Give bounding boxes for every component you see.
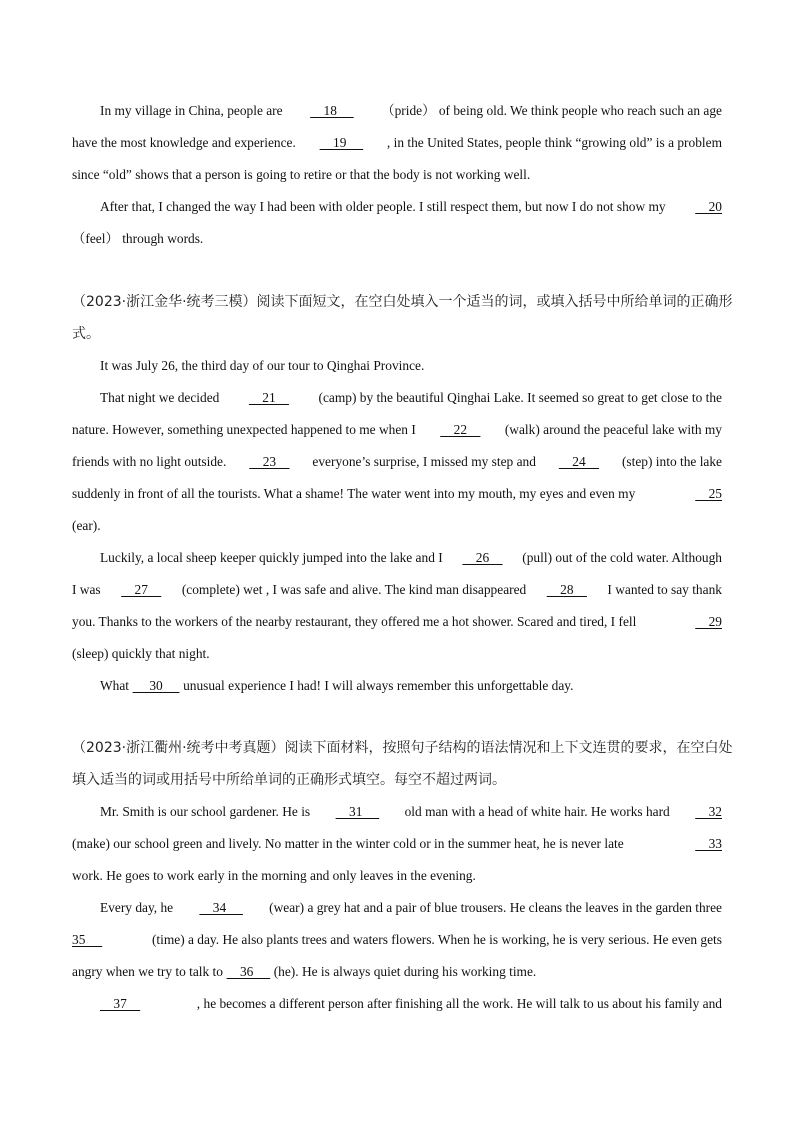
passage-line: [72, 229, 722, 249]
answer-blank: 21: [248, 390, 290, 405]
answer-blank: 20: [695, 199, 722, 214]
passage-line: [72, 866, 722, 886]
passage-text: nature. However, something unexpected happened to me when I: [72, 422, 416, 437]
passage-text: What: [100, 678, 129, 693]
passage-text: work. He goes to work early in the morning and only leaves in the evening.: [72, 868, 476, 883]
passage-text: I was: [72, 582, 101, 597]
passage-line: [72, 452, 722, 472]
section-instruction: （2023·浙江衢州·统考中考真题）阅读下面材料，按照句子结构的语法情况和上下文连贯的要求，在空白处: [72, 740, 733, 756]
passage-text: Every day, he: [100, 900, 174, 915]
section-instruction: （2023·浙江金华·统考三模）阅读下面短文，在空白处填入一个适当的词，或填入括号中所给单词的正确形: [72, 294, 733, 310]
passage-line: [100, 802, 722, 822]
answer-blank: 24: [558, 454, 600, 469]
passage-text: (pull) out of the cold water. Although: [522, 550, 722, 565]
passage-text: angry when we try to talk to: [72, 964, 223, 979]
passage-line: [72, 516, 722, 536]
passage-line: [72, 644, 722, 664]
passage-line: [100, 994, 722, 1014]
passage-text: After that, I changed the way I had been with older people. I still respect them, but now I do not show my: [100, 199, 666, 214]
answer-blank: 23: [249, 454, 290, 469]
answer-blank: 28: [546, 582, 587, 597]
passage-text: Mr. Smith is our school gardener. He is: [100, 804, 311, 819]
answer-blank: 22: [440, 422, 481, 437]
passage-text: (he). He is always quiet during his working time.: [273, 964, 537, 979]
answer-blank: 32: [695, 804, 722, 819]
passage-text: unusual experience I had! I will always remember this unforgettable day.: [183, 678, 574, 693]
answer-blank: 35: [72, 932, 103, 947]
answer-blank: 30: [132, 678, 180, 693]
section-instruction: 填入适当的词或用括号中所给单词的正确形式填空。每空不超过两词。: [72, 772, 506, 788]
passage-text: everyone’s surprise, I missed my step and: [312, 454, 536, 469]
section-instruction: 式。: [72, 326, 100, 342]
passage-line: [72, 484, 722, 504]
answer-blank: 25: [695, 486, 722, 501]
answer-blank: 36: [226, 964, 271, 979]
passage-text: you. Thanks to the workers of the nearby restaurant, they offered me a hot shower. Scared and tired, I fell: [72, 614, 637, 629]
passage-text: (complete) wet , I was safe and alive. The kind man disappeared: [181, 582, 527, 597]
passage-line: [100, 101, 722, 121]
passage-text: (walk) around the peaceful lake with my: [504, 422, 722, 437]
passage-text: since “old” shows that a person is going to retire or that the body is not working well.: [72, 167, 531, 182]
answer-blank: 34: [199, 900, 243, 915]
answer-blank: 18: [310, 103, 354, 118]
passage-text: I wanted to say thank: [607, 582, 722, 597]
answer-blank: 29: [695, 614, 722, 629]
passage-line: [72, 834, 722, 854]
answer-blank: 27: [121, 582, 162, 597]
passage-text: （feel） through words.: [72, 231, 204, 246]
passage-text: (wear) a grey hat and a pair of blue trousers. He cleans the leaves in the garden three: [269, 900, 722, 915]
answer-blank: 37: [100, 996, 141, 1011]
passage-text: , he becomes a different person after finishing all the work. He will talk to us about his family and: [196, 996, 722, 1011]
passage-text: That night we decided: [100, 390, 220, 405]
passage-text: , in the United States, people think “growing old” is a problem: [386, 135, 722, 150]
passage-line: [72, 612, 722, 632]
passage-text: friends with no light outside.: [72, 454, 227, 469]
passage-text: suddenly in front of all the tourists. What a shame! The water went into my mouth, my eyes and even my: [72, 486, 636, 501]
passage-line: [100, 898, 722, 918]
passage-line: [72, 580, 722, 600]
passage-line: [72, 165, 722, 185]
passage-line: [72, 420, 722, 440]
passage-line: [72, 133, 722, 153]
passage-line: [100, 548, 722, 568]
answer-blank: 26: [462, 550, 503, 565]
passage-text: (time) a day. He also plants trees and waters flowers. When he is working, he is very serious. He even gets: [151, 932, 722, 947]
passage-text: have the most knowledge and experience.: [72, 135, 296, 150]
passage-text: old man with a head of white hair. He works hard: [404, 804, 670, 819]
passage-text: (camp) by the beautiful Qinghai Lake. It seemed so great to get close to the: [318, 390, 722, 405]
answer-blank: 19: [319, 135, 364, 150]
passage-text: Luckily, a local sheep keeper quickly jumped into the lake and I: [100, 550, 443, 565]
answer-blank: 33: [695, 836, 722, 851]
passage-line: [72, 930, 722, 950]
passage-text: In my village in China, people are: [100, 103, 283, 118]
passage-text: (make) our school green and lively. No matter in the winter cold or in the summer heat, he is never late: [72, 836, 624, 851]
passage-line: [100, 388, 722, 408]
passage-text: （pride） of being old. We think people who reach such an age: [381, 103, 722, 118]
passage-line: [72, 962, 722, 982]
passage-line: [100, 197, 722, 217]
answer-blank: 31: [335, 804, 380, 819]
passage-text: It was July 26, the third day of our tour to Qinghai Province.: [100, 358, 425, 373]
passage-line: [100, 676, 722, 696]
passage-text: (ear).: [72, 518, 101, 533]
passage-text: (sleep) quickly that night.: [72, 646, 210, 661]
passage-line: [100, 356, 722, 376]
passage-text: (step) into the lake: [621, 454, 722, 469]
